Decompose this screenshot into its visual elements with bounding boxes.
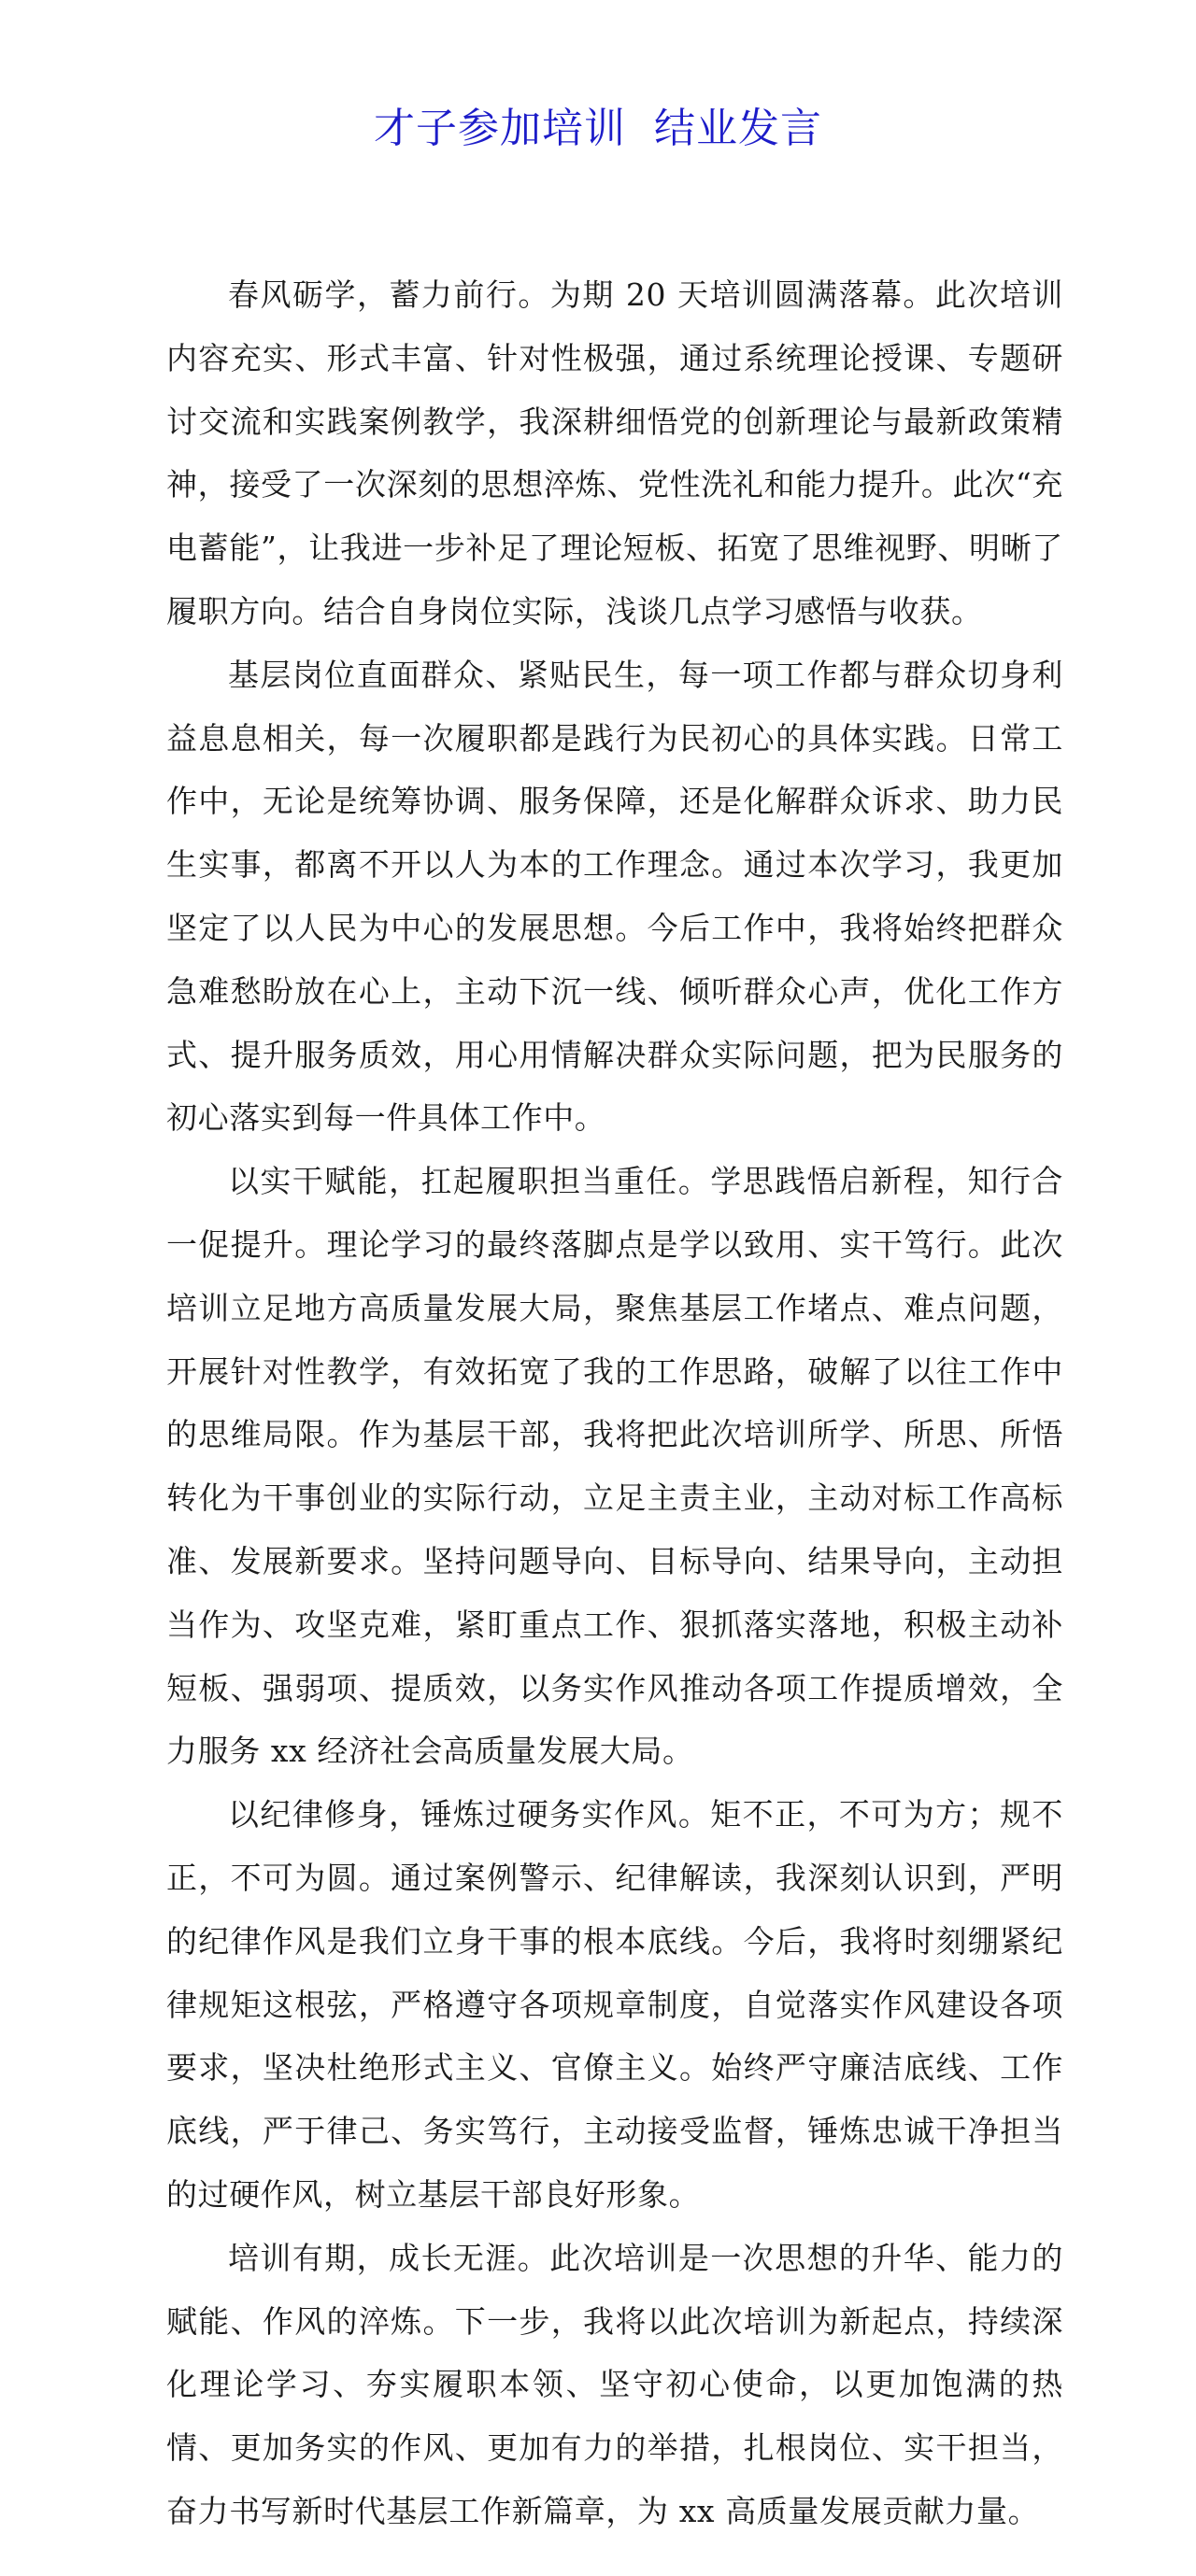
- paragraph-1: 春风砺学，蓄力前行。为期 20 天培训圆满落幕。此次培训内容充实、形式丰富、针对性极强，通过系统理论授课、专题研讨交流和实践案例教学，我深耕细悟党的创新理论与最新政策精神，接受了一次深刻的思想淬炼、党性洗礼和能力提升。此次“充电蓄能”，让我进一步补足了理论短板、拓宽了思维视野、明晰了履职方向。结合自身岗位实际，浅谈几点学习感悟与收获。: [166, 276, 1063, 630]
- paragraph-4: 以纪律修身，锤炼过硬务实作风。矩不正，不可为方；规不正，不可为圆。通过案例警示、纪律解读，我深刻认识到，严明的纪律作风是我们立身干事的根本底线。今后，我将时刻绷紧纪律规矩这根弦，严格遵守各项规章制度，自觉落实作风建设各项要求，坚决杜绝形式主义、官僚主义。始终严守廉洁底线、工作底线，严于律己、务实笃行，主动接受监督，锤炼忠诚干净担当的过硬作风，树立基层干部良好形象。: [166, 1796, 1063, 2213]
- document-title: 才子参加培训 结业发言: [374, 105, 822, 152]
- paragraph-3: 以实干赋能，扛起履职担当重任。学思践悟启新程，知行合一促提升。理论学习的最终落脚点是学以致用、实干笃行。此次培训立足地方高质量发展大局，聚焦基层工作堵点、难点问题，开展针对性教学，有效拓宽了我的工作思路，破解了以往工作中的思维局限。作为基层干部，我将把此次培训所学、所思、所悟转化为干事创业的实际行动，立足主责主业，主动对标工作高标准、发展新要求。坚持问题导向、目标导向、结果导向，主动担当作为、攻坚克难，紧盯重点工作、狠抓落实落地，积极主动补短板、强弱项、提质效，以务实作风推动各项工作提质增效，全力服务 xx 经济社会高质量发展大局。: [166, 1163, 1063, 1770]
- paragraph-5: 培训有期，成长无涯。此次培训是一次思想的升华、能力的赋能、作风的淬炼。下一步，我将以此次培训为新起点，持续深化理论学习、夯实履职本领、坚守初心使命，以更加饱满的热情、更加务实的作风、更加有力的举措，扎根岗位、实干担当，奋力书写新时代基层工作新篇章，为 xx 高质量发展贡献力量。: [166, 2239, 1063, 2529]
- document-body: [166, 263, 1063, 2543]
- paragraph-2: 基层岗位直面群众、紧贴民生，每一项工作都与群众切身利益息息相关，每一次履职都是践行为民初心的具体实践。日常工作中，无论是统筹协调、服务保障，还是化解群众诉求、助力民生实事，都离不开以人为本的工作理念。通过本次学习，我更加坚定了以人民为中心的发展思想。今后工作中，我将始终把群众急难愁盼放在心上，主动下沉一线、倾听群众心声，优化工作方式、提升服务质效，用心用情解决群众实际问题，把为民服务的初心落实到每一件具体工作中。: [166, 656, 1063, 1137]
